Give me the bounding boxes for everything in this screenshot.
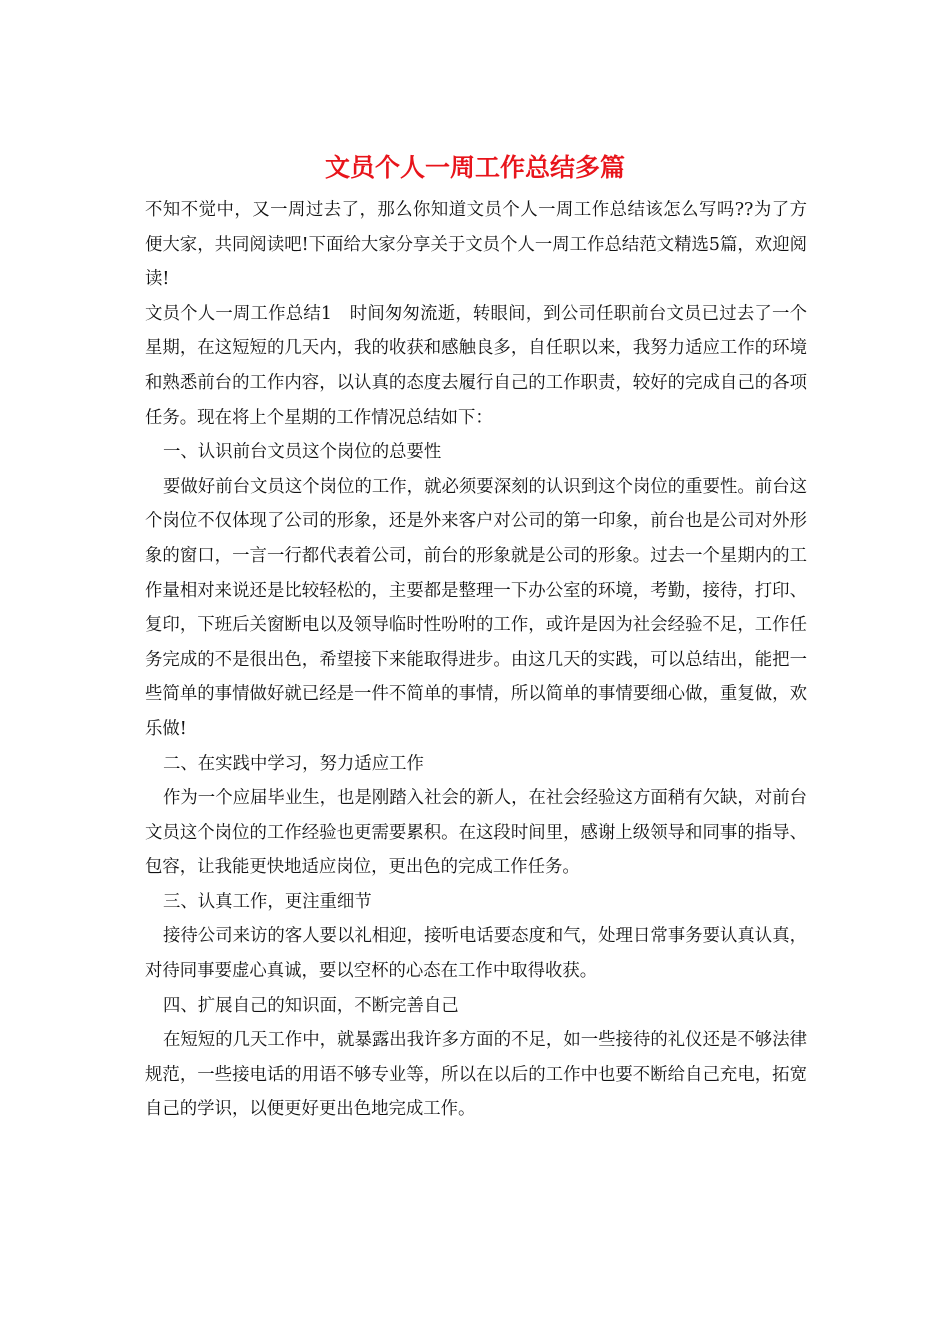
section-paragraph-4: 在短短的几天工作中，就暴露出我许多方面的不足，如一些接待的礼仪还是不够法律规范，一些接电话的用语不够专业等，所以在以后的工作中也要不断给自己充电，拓宽自己的学识，以便更好更出色地完成工作。 [145, 1030, 807, 1120]
section-heading-3: 三、认真工作，更注重细节 [163, 891, 372, 912]
section-paragraph-2: 作为一个应届毕业生，也是刚踏入社会的新人，在社会经验这方面稍有欠缺，对前台文员这个岗位的工作经验也更需要累积。在这段时间里，感谢上级领导和同事的指导、包容，让我能更快地适应岗位，更出色的完成工作任务。 [145, 788, 807, 878]
summary-1-paragraph: 文员个人一周工作总结1 时间匆匆流逝，转眼间，到公司任职前台文员已过去了一个星期，在这短短的几天内，我的收获和感触良多，自任职以来，我努力适应工作的环境和熟悉前台的工作内容，以认真的态度去履行自己的工作职责，较好的完成自己的各项任务。现在将上个星期的工作情况总结如下： [145, 303, 807, 428]
document-title: 文员个人一周工作总结多篇 [324, 153, 625, 182]
section-heading-2: 二、在实践中学习，努力适应工作 [163, 753, 424, 774]
section-paragraph-3: 接待公司来访的客人要以礼相迎，接听电话要态度和气，处理日常事务要认真认真，对待同事要虚心真诚，要以空杯的心态在工作中取得收获。 [145, 926, 807, 982]
section-paragraph-1: 要做好前台文员这个岗位的工作，就必须要深刻的认识到这个岗位的重要性。前台这个岗位不仅体现了公司的形象，还是外来客户对公司的第一印象，前台也是公司对外形象的窗口，一言一行都代表着公司，前台的形象就是公司的形象。过去一个星期内的工作量相对来说还是比较轻松的，主要都是整理一下办公室的环境，考勤，接待，打印、复印，下班后关窗断电以及领导临时性吩咐的工作，或许是因为社会经验不足，工作任务完成的不是很出色，希望接下来能取得进步。由这几天的实践，可以总结出，能把一些简单的事情做好就已经是一件不简单的事情，所以简单的事情要细心做，重复做，欢乐做! [145, 476, 807, 739]
document-body [145, 193, 807, 1127]
intro-paragraph: 不知不觉中，又一周过去了，那么你知道文员个人一周工作总结该怎么写吗??为了方便大家，共同阅读吧!下面给大家分享关于文员个人一周工作总结范文精选5篇，欢迎阅读! [145, 200, 807, 290]
section-heading-4: 四、扩展自己的知识面，不断完善自己 [163, 995, 459, 1016]
section-heading-1: 一、认识前台文员这个岗位的总要性 [163, 442, 442, 463]
